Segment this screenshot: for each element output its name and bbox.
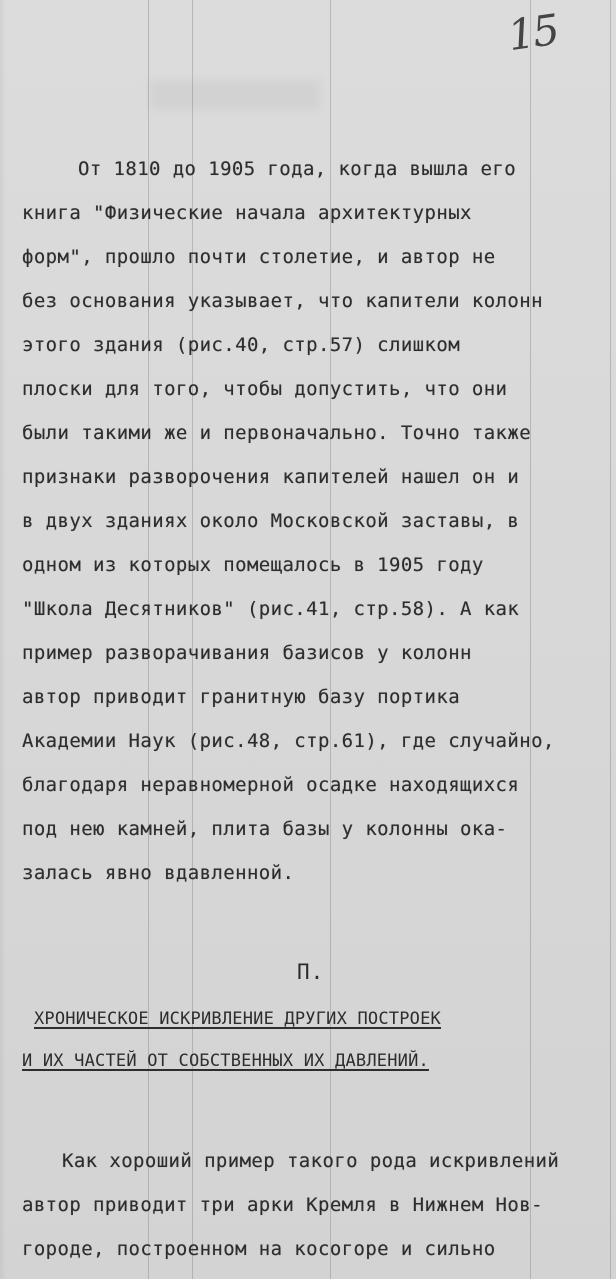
text-line: форм", прошло почти столетие, и автор не [22,246,496,268]
text-line: пример разворачивания базисов у колонн [22,642,472,664]
section-heading-line-1 [34,1008,441,1030]
scan-streak [148,0,149,1279]
text-line: благодаря неравномерной осадке находящихся [22,774,520,796]
text-line: этого здания (рис.40, стр.57) слишком [22,334,461,356]
text-line: признаки разворочения капителей нашел он и [22,466,520,488]
section-heading-text: И ИХ ЧАСТЕЙ ОТ СОБСТВЕННЫХ ИХ ДАВЛЕНИЙ. [22,1051,429,1071]
section-number: П. [297,960,325,984]
text-line: городе, построенном на косогоре и сильно [22,1238,496,1260]
text-line: без основания указывает, что капители колонн [22,290,543,312]
scan-streak [192,0,193,1279]
section-heading-text: ХРОНИЧЕСКОЕ ИСКРИВЛЕНИЕ ДРУГИХ ПОСТРОЕК [34,1009,441,1029]
text-line: автор приводит гранитную базу портика [22,686,461,708]
faded-show-through [150,80,320,110]
text-line: "Школа Десятников" (рис.41, стр.58). А как [22,598,520,620]
scan-streak [530,0,531,1279]
text-line: плоски для того, чтобы допустить, что они [22,378,508,400]
scan-streak [610,0,611,1279]
text-line: От 1810 до 1905 года, когда вышла его [78,158,517,180]
handwritten-page-number: 15 [504,4,561,61]
text-line: под нею камней, плита базы у колонны ока- [22,818,508,840]
text-line: Как хороший пример такого рода искривлений [62,1150,560,1172]
text-line: Академии Наук (рис.48, стр.61), где случайно, [22,730,555,752]
scan-streak [330,0,331,1279]
text-line: залась явно вдавленной. [22,862,295,884]
text-line: одном из которых помещалось в 1905 году [22,554,484,576]
section-heading-line-2 [22,1050,429,1072]
text-line: были такими же и первоначально. Точно также [22,422,532,444]
text-line: в двух зданиях около Московской заставы, в [22,510,520,532]
text-line: автор приводит три арки Кремля в Нижнем Нов- [22,1194,543,1216]
text-line: книга "Физические начала архитектурных [22,202,472,224]
